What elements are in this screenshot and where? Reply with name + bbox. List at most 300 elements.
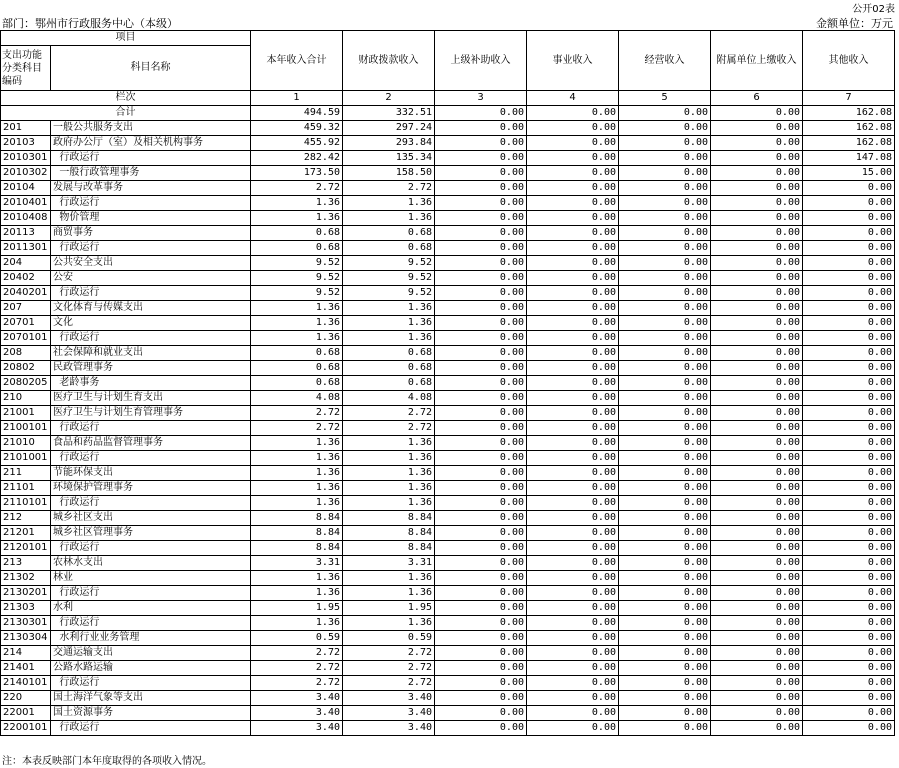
row-value: 0.00 — [527, 361, 619, 376]
row-value: 0.00 — [527, 631, 619, 646]
row-value: 1.36 — [251, 481, 343, 496]
row-value: 0.00 — [803, 271, 895, 286]
row-value: 0.00 — [803, 421, 895, 436]
row-name: 城乡社区支出 — [51, 511, 251, 526]
row-value: 0.00 — [527, 301, 619, 316]
row-value: 0.00 — [619, 226, 711, 241]
row-value: 2.72 — [343, 676, 435, 691]
row-code: 2010302 — [1, 166, 51, 181]
row-value: 0.00 — [803, 601, 895, 616]
table-row — [1, 631, 895, 646]
table-row — [1, 301, 895, 316]
row-value: 0.68 — [343, 361, 435, 376]
row-value: 0.00 — [527, 391, 619, 406]
row-value: 1.95 — [251, 601, 343, 616]
table-row — [1, 721, 895, 736]
row-name: 林业 — [51, 571, 251, 586]
row-value: 0.00 — [711, 706, 803, 721]
table-row — [1, 646, 895, 661]
row-code: 2110101 — [1, 496, 51, 511]
row-code: 20802 — [1, 361, 51, 376]
row-value: 0.00 — [619, 241, 711, 256]
row-value: 0.00 — [527, 706, 619, 721]
table-row — [1, 661, 895, 676]
row-value: 0.00 — [711, 361, 803, 376]
row-value: 0.00 — [527, 166, 619, 181]
row-value: 0.00 — [803, 211, 895, 226]
row-value: 0.00 — [435, 496, 527, 511]
row-value: 0.00 — [435, 376, 527, 391]
row-value: 1.36 — [343, 196, 435, 211]
row-value: 0.00 — [711, 541, 803, 556]
row-value: 8.84 — [251, 526, 343, 541]
row-value: 1.36 — [343, 331, 435, 346]
row-code: 2010408 — [1, 211, 51, 226]
row-value: 0.68 — [343, 226, 435, 241]
table-row — [1, 406, 895, 421]
row-value: 0.00 — [803, 376, 895, 391]
row-value: 0.00 — [711, 166, 803, 181]
table-row — [1, 526, 895, 541]
row-value: 2.72 — [343, 661, 435, 676]
row-value: 0.00 — [803, 391, 895, 406]
total-cell: 494.59 — [251, 106, 343, 121]
row-value: 0.00 — [435, 361, 527, 376]
row-value: 0.00 — [711, 466, 803, 481]
column-number-row — [1, 91, 895, 106]
row-value: 15.00 — [803, 166, 895, 181]
row-name: 行政运行 — [51, 616, 251, 631]
row-value: 0.00 — [435, 241, 527, 256]
row-name: 农林水支出 — [51, 556, 251, 571]
row-value: 1.36 — [343, 481, 435, 496]
row-value: 0.00 — [711, 676, 803, 691]
row-value: 0.00 — [711, 346, 803, 361]
upper-header: 上级补助收入 — [435, 31, 527, 91]
row-value: 0.00 — [527, 616, 619, 631]
table-row — [1, 166, 895, 181]
row-value: 0.00 — [711, 421, 803, 436]
row-code: 21302 — [1, 571, 51, 586]
row-value: 0.00 — [711, 721, 803, 736]
row-value: 0.00 — [527, 721, 619, 736]
row-value: 0.00 — [435, 541, 527, 556]
row-value: 1.36 — [251, 496, 343, 511]
row-code: 21303 — [1, 601, 51, 616]
row-value: 0.00 — [619, 331, 711, 346]
row-value: 0.00 — [619, 256, 711, 271]
row-name: 行政运行 — [51, 496, 251, 511]
row-name: 公路水路运输 — [51, 661, 251, 676]
row-code: 2100101 — [1, 421, 51, 436]
row-name: 社会保障和就业支出 — [51, 346, 251, 361]
unit-label: 金额单位：万元 — [816, 17, 893, 30]
row-code: 2080205 — [1, 376, 51, 391]
business-header: 事业收入 — [527, 31, 619, 91]
row-value: 0.00 — [711, 451, 803, 466]
row-value: 0.00 — [711, 631, 803, 646]
row-value: 0.00 — [527, 226, 619, 241]
row-value: 0.00 — [803, 541, 895, 556]
row-value: 0.00 — [527, 331, 619, 346]
row-value: 0.00 — [803, 451, 895, 466]
row-value: 0.00 — [527, 676, 619, 691]
row-value: 1.36 — [251, 571, 343, 586]
row-value: 0.00 — [619, 481, 711, 496]
row-name: 水利 — [51, 601, 251, 616]
row-value: 0.00 — [803, 496, 895, 511]
row-value: 293.84 — [343, 136, 435, 151]
fiscal-header: 财政拨款收入 — [343, 31, 435, 91]
row-value: 0.00 — [711, 316, 803, 331]
row-value: 0.00 — [803, 526, 895, 541]
row-value: 0.00 — [435, 136, 527, 151]
row-value: 0.00 — [435, 616, 527, 631]
table-row — [1, 211, 895, 226]
row-value: 0.00 — [435, 421, 527, 436]
row-value: 1.36 — [343, 211, 435, 226]
row-value: 0.00 — [619, 136, 711, 151]
row-value: 1.36 — [343, 451, 435, 466]
table-row — [1, 271, 895, 286]
total-cell: 0.00 — [527, 106, 619, 121]
row-value: 0.00 — [619, 376, 711, 391]
row-value: 0.00 — [527, 241, 619, 256]
row-value: 0.00 — [619, 676, 711, 691]
row-value: 0.00 — [435, 271, 527, 286]
row-value: 0.00 — [803, 256, 895, 271]
row-value: 0.00 — [435, 691, 527, 706]
row-value: 0.00 — [527, 691, 619, 706]
row-value: 3.40 — [343, 706, 435, 721]
row-value: 2.72 — [343, 421, 435, 436]
row-value: 0.00 — [619, 661, 711, 676]
row-value: 0.00 — [803, 316, 895, 331]
row-name: 行政运行 — [51, 196, 251, 211]
table-row — [1, 541, 895, 556]
row-name: 国土海洋气象等支出 — [51, 691, 251, 706]
row-value: 0.00 — [711, 211, 803, 226]
row-value: 0.00 — [803, 226, 895, 241]
row-code: 2130301 — [1, 616, 51, 631]
row-value: 0.00 — [619, 691, 711, 706]
row-value: 1.36 — [343, 496, 435, 511]
total-cell: 0.00 — [435, 106, 527, 121]
row-name: 行政运行 — [51, 676, 251, 691]
table-row — [1, 691, 895, 706]
row-value: 0.00 — [711, 481, 803, 496]
row-value: 0.00 — [803, 646, 895, 661]
row-value: 0.00 — [803, 556, 895, 571]
row-value: 3.40 — [343, 691, 435, 706]
table-row — [1, 706, 895, 721]
col-num: 7 — [803, 91, 895, 106]
row-value: 297.24 — [343, 121, 435, 136]
col-num: 2 — [343, 91, 435, 106]
row-code: 2120101 — [1, 541, 51, 556]
row-name: 一般行政管理事务 — [51, 166, 251, 181]
header-row-1 — [1, 31, 895, 46]
total-header: 本年收入合计 — [251, 31, 343, 91]
row-value: 0.00 — [435, 406, 527, 421]
col-num: 6 — [711, 91, 803, 106]
row-value: 0.68 — [251, 376, 343, 391]
row-value: 0.00 — [619, 151, 711, 166]
table-row — [1, 136, 895, 151]
row-value: 1.36 — [343, 466, 435, 481]
row-value: 1.36 — [343, 586, 435, 601]
row-value: 0.00 — [619, 361, 711, 376]
row-value: 158.50 — [343, 166, 435, 181]
row-value: 9.52 — [343, 286, 435, 301]
row-value: 0.00 — [435, 181, 527, 196]
row-value: 0.00 — [711, 391, 803, 406]
row-value: 162.08 — [803, 121, 895, 136]
table-row — [1, 391, 895, 406]
row-code: 2140101 — [1, 676, 51, 691]
row-name: 物价管理 — [51, 211, 251, 226]
row-value: 4.08 — [251, 391, 343, 406]
table-row — [1, 556, 895, 571]
row-value: 0.00 — [803, 196, 895, 211]
row-value: 0.00 — [527, 571, 619, 586]
row-value: 0.00 — [619, 121, 711, 136]
row-value: 0.00 — [711, 556, 803, 571]
row-value: 162.08 — [803, 136, 895, 151]
table-row — [1, 346, 895, 361]
row-value: 0.00 — [435, 706, 527, 721]
table-row — [1, 121, 895, 136]
row-value: 0.00 — [711, 121, 803, 136]
row-value: 0.00 — [527, 661, 619, 676]
row-code: 2130201 — [1, 586, 51, 601]
row-value: 0.00 — [527, 121, 619, 136]
row-value: 0.00 — [435, 676, 527, 691]
total-cell: 162.08 — [803, 106, 895, 121]
row-name: 行政运行 — [51, 586, 251, 601]
row-value: 0.00 — [803, 721, 895, 736]
table-row — [1, 361, 895, 376]
row-value: 2.72 — [251, 406, 343, 421]
row-code: 220 — [1, 691, 51, 706]
row-value: 8.84 — [343, 526, 435, 541]
table-row — [1, 151, 895, 166]
row-value: 0.00 — [711, 151, 803, 166]
table-row — [1, 511, 895, 526]
row-name: 水利行业业务管理 — [51, 631, 251, 646]
row-value: 0.00 — [527, 286, 619, 301]
row-value: 8.84 — [251, 541, 343, 556]
row-value: 0.00 — [435, 391, 527, 406]
row-value: 0.00 — [435, 586, 527, 601]
col-num: 3 — [435, 91, 527, 106]
row-value: 0.00 — [711, 496, 803, 511]
row-value: 0.00 — [711, 376, 803, 391]
row-code: 20701 — [1, 316, 51, 331]
row-code: 21101 — [1, 481, 51, 496]
row-value: 0.00 — [527, 436, 619, 451]
row-value: 3.31 — [251, 556, 343, 571]
row-value: 0.00 — [435, 511, 527, 526]
table-row — [1, 196, 895, 211]
row-value: 1.36 — [251, 196, 343, 211]
department-label: 部门：鄂州市行政服务中心（本级） — [2, 17, 178, 30]
row-name: 发展与改革事务 — [51, 181, 251, 196]
col-num: 1 — [251, 91, 343, 106]
row-name: 医疗卫生与计划生育支出 — [51, 391, 251, 406]
row-value: 0.00 — [711, 241, 803, 256]
row-value: 0.00 — [435, 556, 527, 571]
row-value: 0.00 — [803, 676, 895, 691]
row-value: 0.00 — [435, 121, 527, 136]
row-code: 2101001 — [1, 451, 51, 466]
other-header: 其他收入 — [803, 31, 895, 91]
row-value: 0.00 — [803, 331, 895, 346]
row-name: 行政运行 — [51, 721, 251, 736]
row-value: 8.84 — [343, 541, 435, 556]
row-value: 0.68 — [343, 346, 435, 361]
row-value: 0.00 — [527, 421, 619, 436]
row-code: 21010 — [1, 436, 51, 451]
row-value: 0.00 — [435, 646, 527, 661]
row-value: 0.00 — [619, 706, 711, 721]
row-value: 8.84 — [251, 511, 343, 526]
row-value: 0.00 — [711, 256, 803, 271]
row-code: 21201 — [1, 526, 51, 541]
row-value: 1.36 — [251, 616, 343, 631]
row-value: 0.00 — [527, 586, 619, 601]
row-value: 1.36 — [343, 436, 435, 451]
row-code: 22001 — [1, 706, 51, 721]
row-value: 0.00 — [619, 496, 711, 511]
row-code: 20104 — [1, 181, 51, 196]
row-value: 3.40 — [343, 721, 435, 736]
row-code: 201 — [1, 121, 51, 136]
row-value: 0.00 — [527, 316, 619, 331]
row-value: 0.00 — [435, 331, 527, 346]
row-value: 1.36 — [343, 301, 435, 316]
table-id-line — [0, 0, 897, 14]
row-code: 2040201 — [1, 286, 51, 301]
table-row — [1, 241, 895, 256]
row-code: 2130304 — [1, 631, 51, 646]
row-value: 135.34 — [343, 151, 435, 166]
total-row — [1, 106, 895, 121]
row-name: 行政运行 — [51, 241, 251, 256]
table-row — [1, 496, 895, 511]
row-value: 0.00 — [435, 601, 527, 616]
item-header: 项目 — [1, 31, 251, 46]
row-value: 0.00 — [619, 526, 711, 541]
table-row — [1, 331, 895, 346]
row-value: 0.00 — [527, 511, 619, 526]
row-name: 文化体育与传媒支出 — [51, 301, 251, 316]
row-name: 城乡社区管理事务 — [51, 526, 251, 541]
row-value: 0.00 — [435, 721, 527, 736]
row-name: 行政运行 — [51, 151, 251, 166]
row-value: 0.00 — [803, 436, 895, 451]
row-value: 0.00 — [435, 436, 527, 451]
row-value: 0.00 — [527, 151, 619, 166]
row-name: 国土资源事务 — [51, 706, 251, 721]
row-value: 0.00 — [435, 211, 527, 226]
row-value: 0.00 — [711, 196, 803, 211]
table-row — [1, 256, 895, 271]
header-info — [0, 14, 897, 29]
row-value: 0.00 — [711, 586, 803, 601]
row-value: 0.00 — [803, 511, 895, 526]
row-value: 0.00 — [435, 301, 527, 316]
row-value: 0.00 — [803, 286, 895, 301]
row-name: 行政运行 — [51, 421, 251, 436]
row-value: 0.00 — [619, 511, 711, 526]
row-value: 0.68 — [251, 346, 343, 361]
row-name: 民政管理事务 — [51, 361, 251, 376]
row-name: 医疗卫生与计划生育管理事务 — [51, 406, 251, 421]
row-value: 0.00 — [619, 166, 711, 181]
row-code: 20402 — [1, 271, 51, 286]
row-value: 0.00 — [803, 661, 895, 676]
row-value: 0.00 — [803, 691, 895, 706]
row-value: 2.72 — [251, 676, 343, 691]
row-value: 0.00 — [527, 646, 619, 661]
row-value: 1.36 — [251, 586, 343, 601]
row-value: 0.00 — [711, 661, 803, 676]
row-value: 0.00 — [619, 721, 711, 736]
row-name: 行政运行 — [51, 541, 251, 556]
row-name: 节能环保支出 — [51, 466, 251, 481]
name-header: 科目名称 — [51, 46, 251, 91]
row-value: 1.36 — [251, 466, 343, 481]
row-code: 208 — [1, 346, 51, 361]
row-value: 9.52 — [251, 256, 343, 271]
row-value: 0.00 — [619, 466, 711, 481]
row-code: 20113 — [1, 226, 51, 241]
row-value: 0.00 — [527, 271, 619, 286]
table-row — [1, 601, 895, 616]
row-code: 213 — [1, 556, 51, 571]
row-value: 0.00 — [803, 181, 895, 196]
total-cell: 0.00 — [711, 106, 803, 121]
row-value: 0.00 — [711, 571, 803, 586]
row-value: 0.68 — [343, 376, 435, 391]
row-value: 0.00 — [711, 271, 803, 286]
row-value: 0.59 — [251, 631, 343, 646]
row-code: 2200101 — [1, 721, 51, 736]
row-code: 211 — [1, 466, 51, 481]
row-value: 2.72 — [251, 661, 343, 676]
row-value: 3.31 — [343, 556, 435, 571]
row-value: 9.52 — [343, 256, 435, 271]
row-value: 0.00 — [803, 241, 895, 256]
row-value: 0.00 — [435, 286, 527, 301]
row-value: 0.00 — [435, 466, 527, 481]
row-code: 2010301 — [1, 151, 51, 166]
row-value: 0.00 — [711, 616, 803, 631]
row-value: 0.00 — [527, 601, 619, 616]
row-value: 0.59 — [343, 631, 435, 646]
row-code: 21401 — [1, 661, 51, 676]
total-cell: 0.00 — [619, 106, 711, 121]
row-value: 0.00 — [527, 406, 619, 421]
row-code: 207 — [1, 301, 51, 316]
row-value: 0.68 — [251, 241, 343, 256]
income-table — [0, 30, 895, 736]
table-row — [1, 616, 895, 631]
affiliated-header: 附属单位上缴收入 — [711, 31, 803, 91]
row-value: 0.00 — [619, 346, 711, 361]
row-value: 0.00 — [527, 256, 619, 271]
